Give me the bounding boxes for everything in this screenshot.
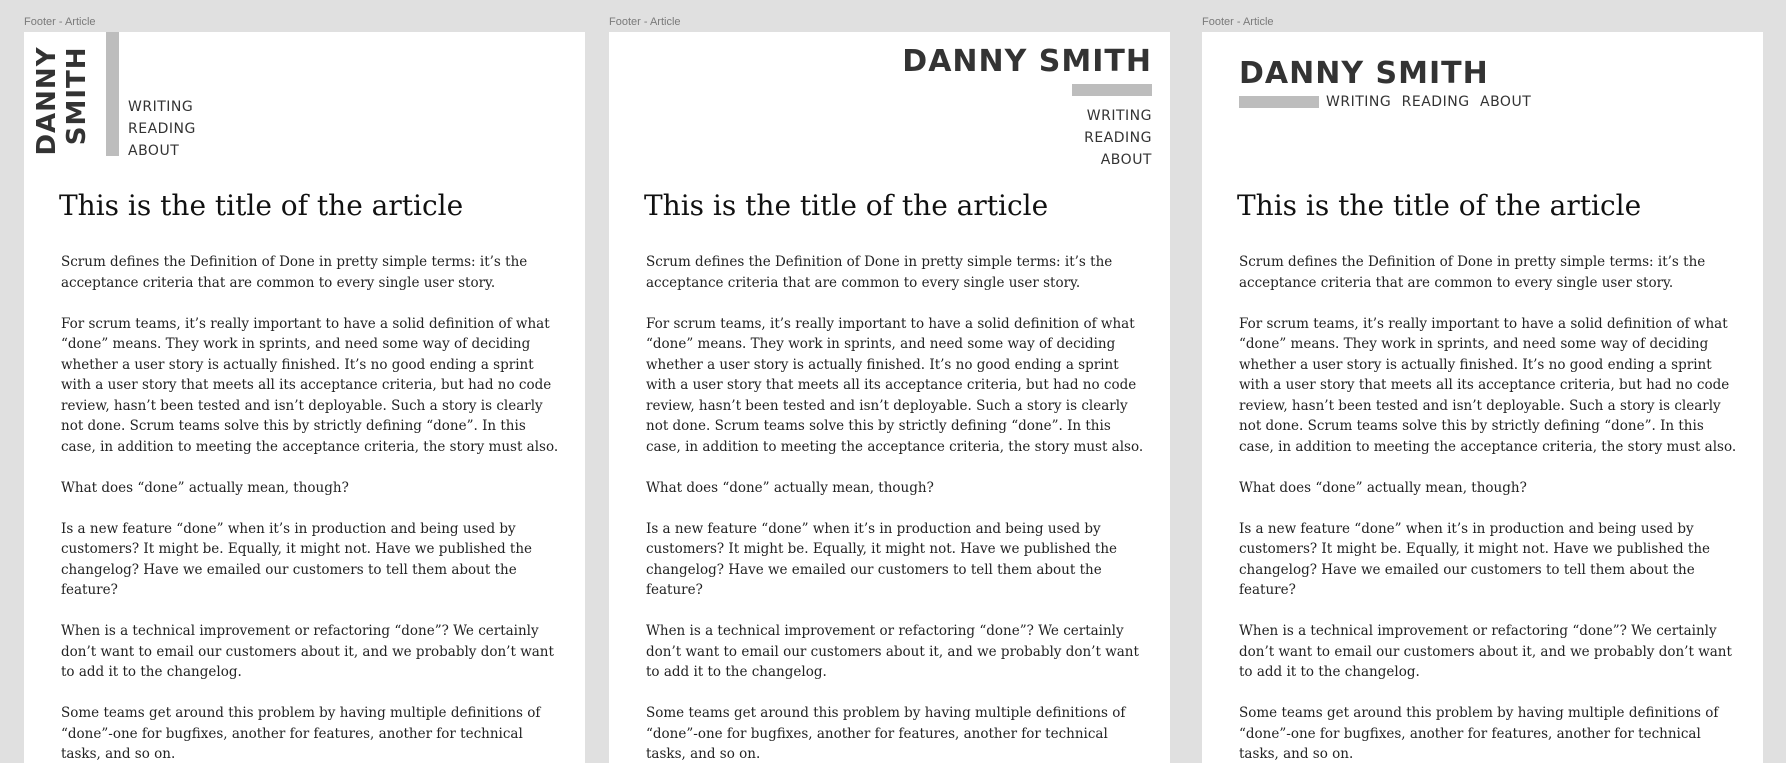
- article-paragraph: Some teams get around this problem by having multiple definitions of “done”-one for bugfixes, another for features, another for technical tasks, and so on.: [646, 705, 1126, 762]
- main-nav: [1084, 105, 1152, 171]
- nav-link-writing[interactable]: WRITING: [1086, 108, 1152, 124]
- nav-link-writing[interactable]: WRITING: [1326, 94, 1392, 110]
- brand-logo[interactable]: DANNY SMITH: [902, 44, 1152, 79]
- nav-link-reading[interactable]: READING: [1084, 130, 1152, 146]
- accent-bar: [106, 32, 119, 156]
- article-paragraph: When is a technical improvement or refactoring “done”? We certainly don’t want to email our customers about it, and we probably don’t want to add it to the changelog.: [61, 623, 554, 680]
- brand-logo[interactable]: DANNY SMITH: [1239, 56, 1489, 91]
- article-paragraph: What does “done” actually mean, though?: [61, 479, 349, 496]
- article-title: This is the title of the article: [644, 189, 1049, 222]
- article-paragraph: Scrum defines the Definition of Done in pretty simple terms: it’s the acceptance criteria that are common to every single user story.: [646, 254, 1113, 291]
- article-frame-right-aligned-brand: [609, 32, 1170, 763]
- article-frame-inline-brand: [1202, 32, 1763, 763]
- article-paragraph: Scrum defines the Definition of Done in pretty simple terms: it’s the acceptance criteria that are common to every single user story.: [61, 254, 528, 291]
- article-paragraph: When is a technical improvement or refactoring “done”? We certainly don’t want to email our customers about it, and we probably don’t want to add it to the changelog.: [646, 623, 1139, 680]
- nav-link-about[interactable]: ABOUT: [1100, 152, 1152, 168]
- brand-last-name: SMITH: [62, 46, 92, 146]
- article-paragraph: For scrum teams, it’s really important to have a solid definition of what “done” means. They work in sprints, and need some way of deciding whether a user story is actually finished. It’s no good ending a sprint with a user story that meets all its acceptance criteria, but had no code review, hasn’t been tested and isn’t deployable. Such a story is clearly not done. Scrum teams solve this by strictly defining “done”. In this case, in addition to meeting the acceptance criteria, the story must also.: [1239, 315, 1737, 455]
- article-paragraph: Is a new feature “done” when it’s in production and being used by customers? It might be. Equally, it might not. Have we published the changelog? Have we emailed our customers to tell them about the feature?: [646, 520, 1118, 598]
- frame-label: Footer - Article: [24, 16, 96, 28]
- brand-logo[interactable]: [32, 40, 92, 162]
- article-body: [1239, 252, 1739, 763]
- article-frame-vertical-brand: [24, 32, 585, 763]
- brand-first-name: DANNY: [32, 46, 62, 156]
- nav-link-about[interactable]: ABOUT: [128, 143, 180, 159]
- frame-label: Footer - Article: [609, 16, 681, 28]
- main-nav: [1326, 93, 1537, 111]
- article-paragraph: Scrum defines the Definition of Done in pretty simple terms: it’s the acceptance criteria that are common to every single user story.: [1239, 254, 1706, 291]
- article-paragraph: Some teams get around this problem by having multiple definitions of “done”-one for bugfixes, another for features, another for technical tasks, and so on.: [1239, 705, 1719, 762]
- article-body: [61, 252, 561, 763]
- article-paragraph: Is a new feature “done” when it’s in production and being used by customers? It might be. Equally, it might not. Have we published the changelog? Have we emailed our customers to tell them about the feature?: [1239, 520, 1711, 598]
- accent-bar: [1072, 84, 1152, 96]
- article-body: [646, 252, 1146, 763]
- article-paragraph: For scrum teams, it’s really important to have a solid definition of what “done” means. They work in sprints, and need some way of deciding whether a user story is actually finished. It’s no good ending a sprint with a user story that meets all its acceptance criteria, but had no code review, hasn’t been tested and isn’t deployable. Such a story is clearly not done. Scrum teams solve this by strictly defining “done”. In this case, in addition to meeting the acceptance criteria, the story must also.: [646, 315, 1144, 455]
- article-paragraph: Is a new feature “done” when it’s in production and being used by customers? It might be. Equally, it might not. Have we published the changelog? Have we emailed our customers to tell them about the feature?: [61, 520, 533, 598]
- nav-link-reading[interactable]: READING: [1401, 94, 1470, 110]
- article-paragraph: Some teams get around this problem by having multiple definitions of “done”-one for bugfixes, another for features, another for technical tasks, and so on.: [61, 705, 541, 762]
- article-paragraph: For scrum teams, it’s really important to have a solid definition of what “done” means. They work in sprints, and need some way of deciding whether a user story is actually finished. It’s no good ending a sprint with a user story that meets all its acceptance criteria, but had no code review, hasn’t been tested and isn’t deployable. Such a story is clearly not done. Scrum teams solve this by strictly defining “done”. In this case, in addition to meeting the acceptance criteria, the story must also.: [61, 315, 559, 455]
- nav-link-reading[interactable]: READING: [128, 121, 196, 137]
- accent-bar: [1239, 96, 1319, 108]
- nav-link-about[interactable]: ABOUT: [1480, 94, 1532, 110]
- article-paragraph: What does “done” actually mean, though?: [646, 479, 934, 496]
- nav-link-writing[interactable]: WRITING: [128, 99, 194, 115]
- article-paragraph: What does “done” actually mean, though?: [1239, 479, 1527, 496]
- article-title: This is the title of the article: [1237, 189, 1642, 222]
- frame-label: Footer - Article: [1202, 16, 1274, 28]
- article-paragraph: When is a technical improvement or refactoring “done”? We certainly don’t want to email our customers about it, and we probably don’t want to add it to the changelog.: [1239, 623, 1732, 680]
- main-nav: [128, 96, 196, 162]
- article-title: This is the title of the article: [59, 189, 464, 222]
